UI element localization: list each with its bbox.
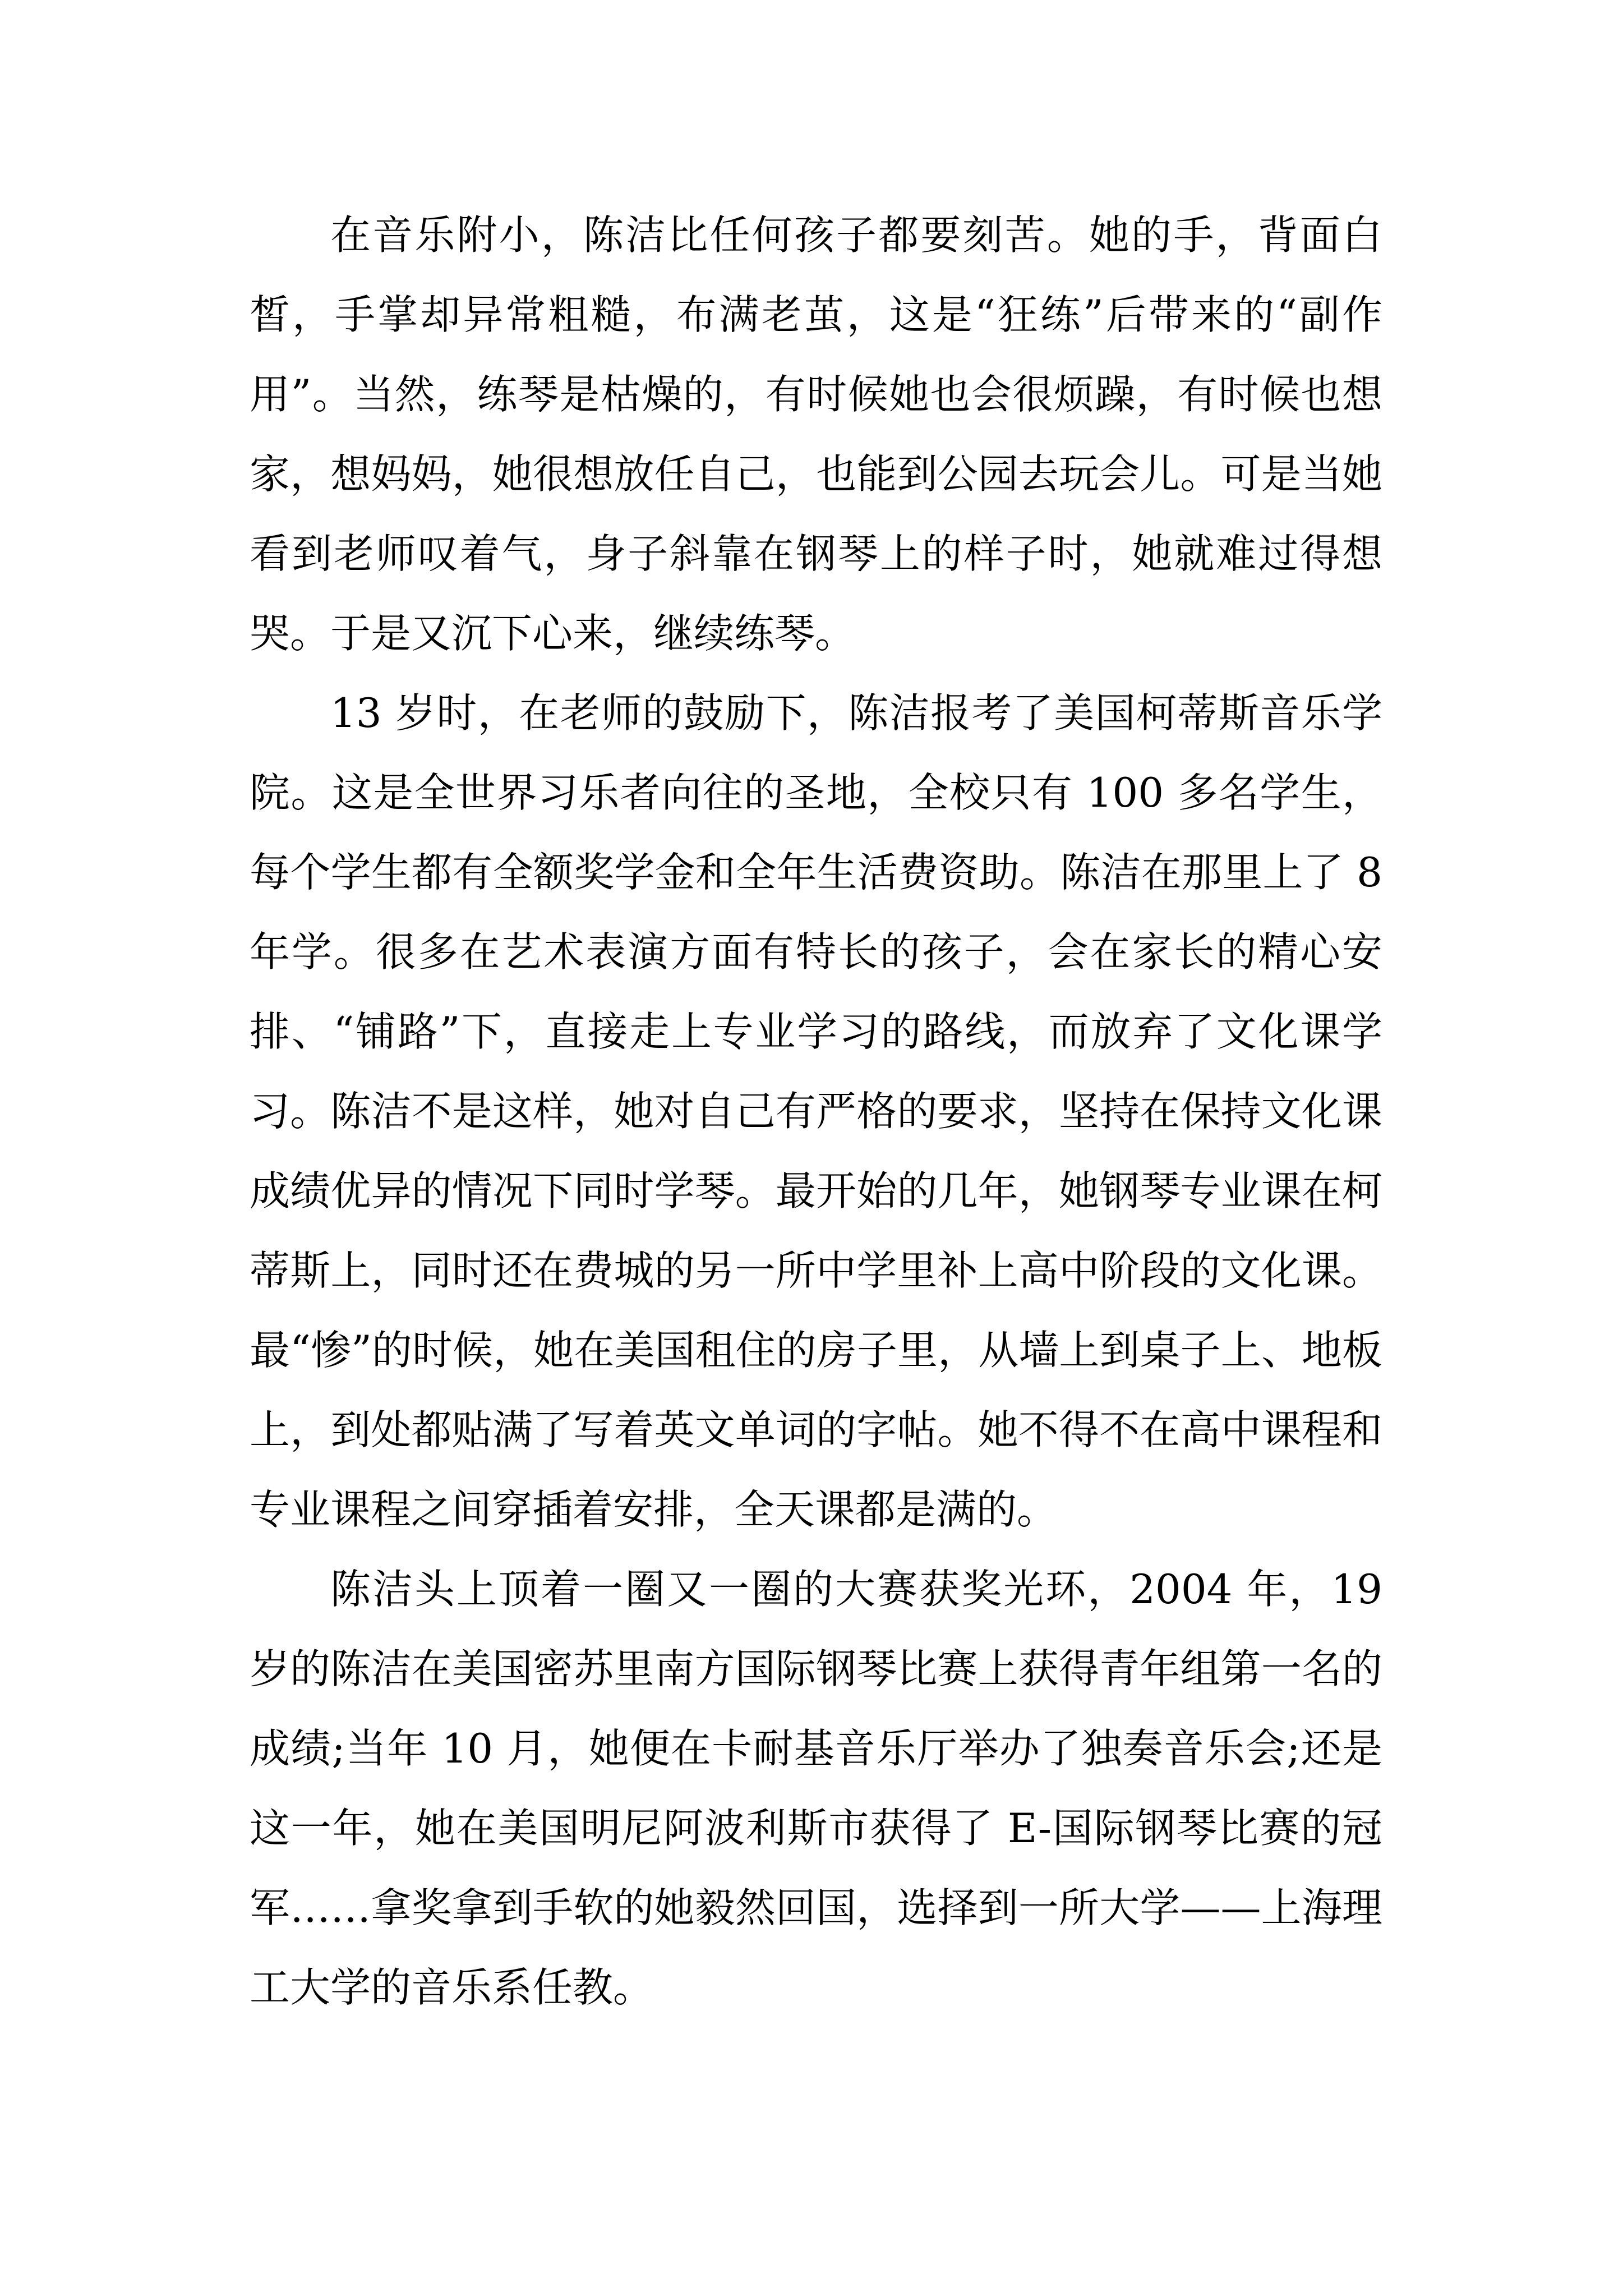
document-body: [250, 195, 1382, 2027]
paragraph-1: 在音乐附小，陈洁比任何孩子都要刻苦。她的手，背面白皙，手掌却异常粗糙，布满老茧，这是“狂练”后带来的“副作用”。当然，练琴是枯燥的，有时候她也会很烦躁，有时候也想家，想妈妈，她很想放任自己，也能到公园去玩会儿。可是当她看到老师叹着气，身子斜靠在钢琴上的样子时，她就难过得想哭。于是又沉下心来，继续练琴。: [250, 211, 1382, 657]
paragraph-2: 13 岁时，在老师的鼓励下，陈洁报考了美国柯蒂斯音乐学院。这是全世界习乐者向往的圣地，全校只有 100 多名学生，每个学生都有全额奖学金和全年生活费资助。陈洁在那里上了 8 年学。很多在艺术表演方面有特长的孩子，会在家长的精心安排、“铺路”下，直接走上专业学习的路线，而放弃了文化课学习。陈洁不是这样，她对自己有严格的要求，坚持在保持文化课成绩优异的情况下同时学琴。最开始的几年，她钢琴专业课在柯蒂斯上，同时还在费城的另一所中学里补上高中阶段的文化课。最“惨”的时候，她在美国租住的房子里，从墙上到桌子上、地板上，到处都贴满了写着英文单词的字帖。她不得不在高中课程和专业课程之间穿插着安排，全天课都是满的。: [250, 689, 1382, 1533]
paragraph-3: 陈洁头上顶着一圈又一圈的大赛获奖光环，2004 年，19 岁的陈洁在美国密苏里南方国际钢琴比赛上获得青年组第一名的成绩;当年 10 月，她便在卡耐基音乐厅举办了独奏音乐会;还是这一年，她在美国明尼阿波利斯市获得了 E-国际钢琴比赛的冠军……拿奖拿到手软的她毅然回国，选择到一所大学——上海理工大学的音乐系任教。: [250, 1566, 1382, 2011]
